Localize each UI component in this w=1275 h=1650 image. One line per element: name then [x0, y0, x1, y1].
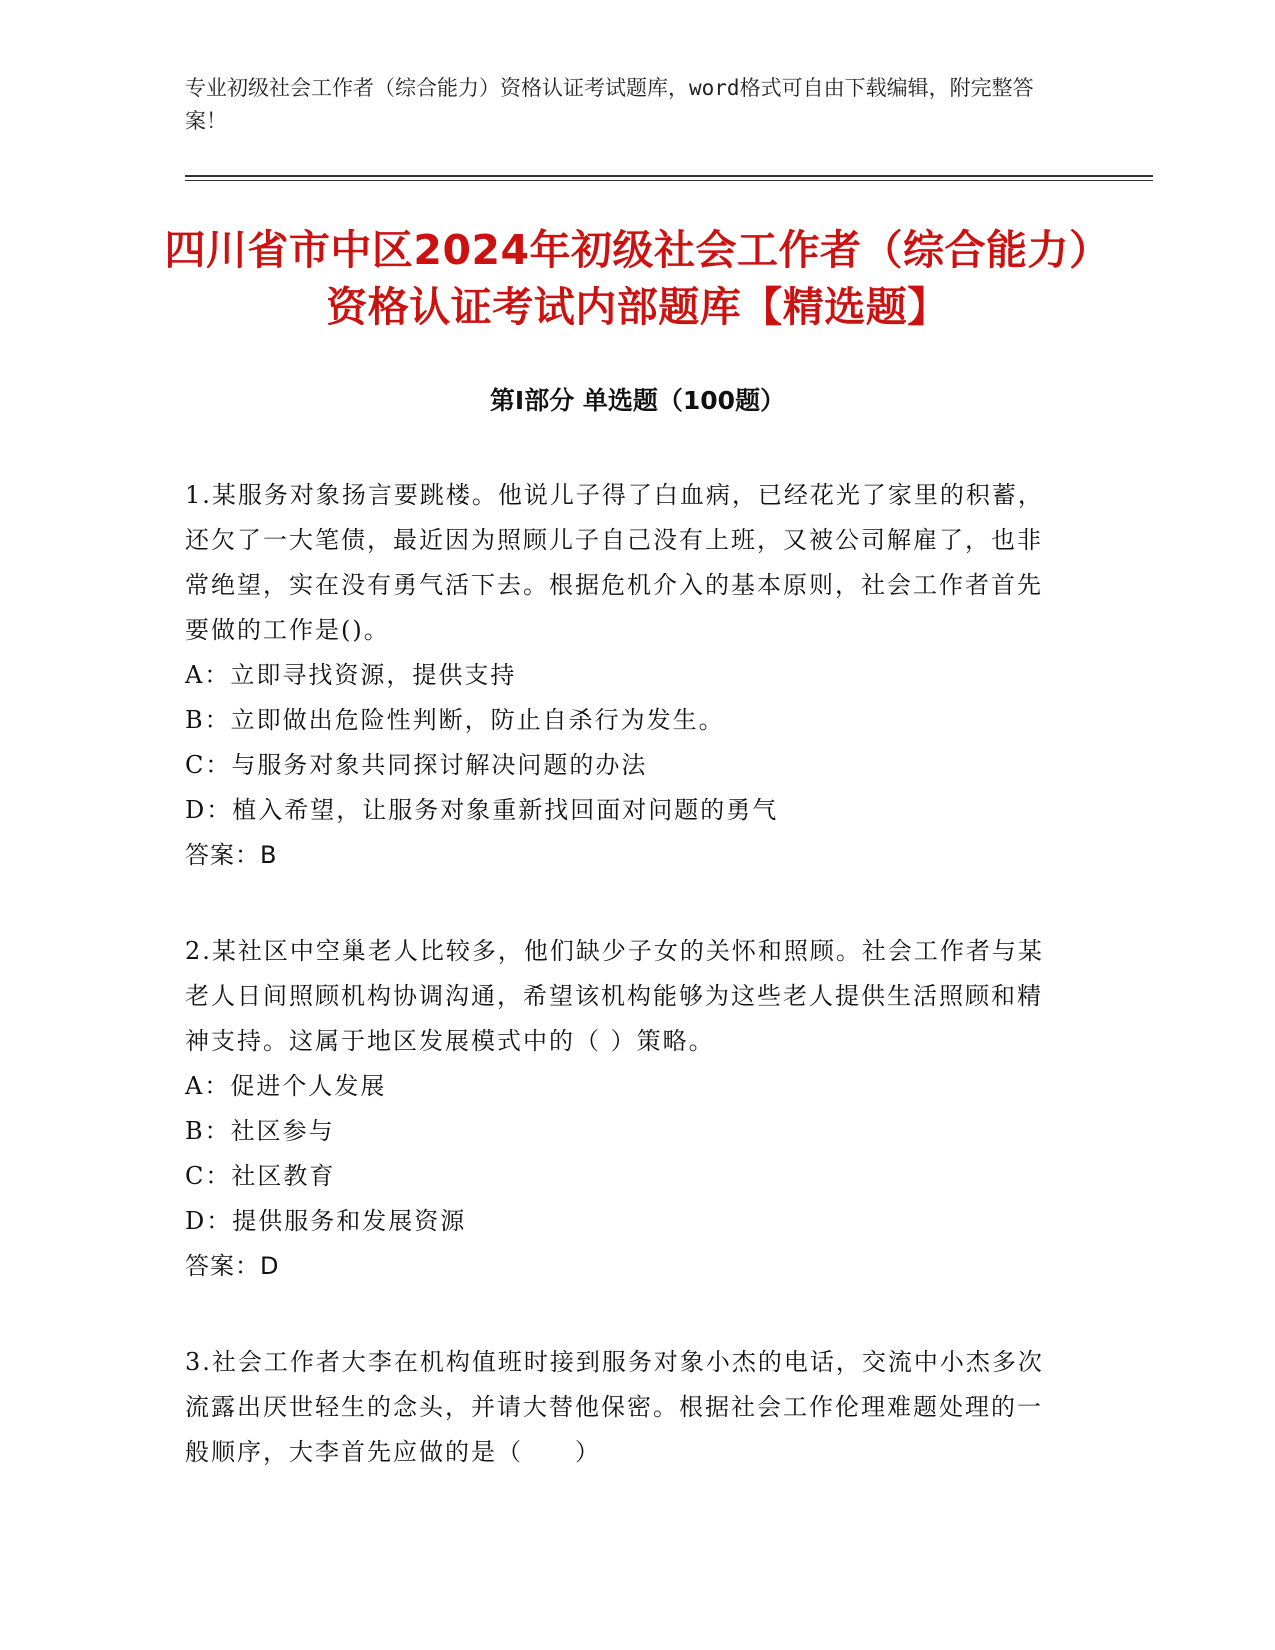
option-b: B：社区参与 — [185, 1117, 335, 1145]
question-2 — [185, 929, 1065, 1289]
option-a: A：促进个人发展 — [185, 1072, 387, 1100]
option-a: A：立即寻找资源，提供支持 — [185, 661, 517, 689]
option-c: C：与服务对象共同探讨解决问题的办法 — [185, 751, 648, 779]
question-3 — [185, 1340, 1065, 1475]
question-stem: 2.某社区中空巢老人比较多，他们缺少子女的关怀和照顾。社会工作者与某老人日间照顾机构协调沟通，希望该机构能够为这些老人提供生活照顾和精神支持。这属于地区发展模式中的（ ）策略。 — [185, 937, 1044, 1055]
option-c: C：社区教育 — [185, 1162, 336, 1190]
question-stem: 1.某服务对象扬言要跳楼。他说儿子得了白血病，已经花光了家里的积蓄，还欠了一大笔债，最近因为照顾儿子自己没有上班，又被公司解雇了，也非常绝望，实在没有勇气活下去。根据危机介入的基本原则，社会工作者首先要做的工作是()。 — [185, 481, 1044, 644]
question-stem: 3.社会工作者大李在机构值班时接到服务对象小杰的电话，交流中小杰多次流露出厌世轻生的念头，并请大替他保密。根据社会工作伦理难题处理的一般顺序，大李首先应做的是（ ） — [185, 1348, 1044, 1466]
header-divider-thick — [185, 175, 1153, 177]
header-divider-thin — [185, 180, 1153, 181]
answer-line: 答案：B — [185, 841, 278, 869]
option-d: D：植入希望，让服务对象重新找回面对问题的勇气 — [185, 796, 779, 824]
answer-line: 答案：D — [185, 1252, 280, 1280]
option-d: D：提供服务和发展资源 — [185, 1207, 467, 1235]
option-b: B：立即做出危险性判断，防止自杀行为发生。 — [185, 706, 725, 734]
header-note: 专业初级社会工作者（综合能力）资格认证考试题库，word格式可自由下载编辑，附完整答案！ — [185, 76, 1034, 133]
question-1 — [185, 473, 1065, 878]
document-title: 四川省市中区2024年初级社会工作者（综合能力）资格认证考试内部题库【精选题】 — [164, 226, 1111, 331]
section-title: 第Ⅰ部分 单选题（100题） — [489, 386, 786, 415]
